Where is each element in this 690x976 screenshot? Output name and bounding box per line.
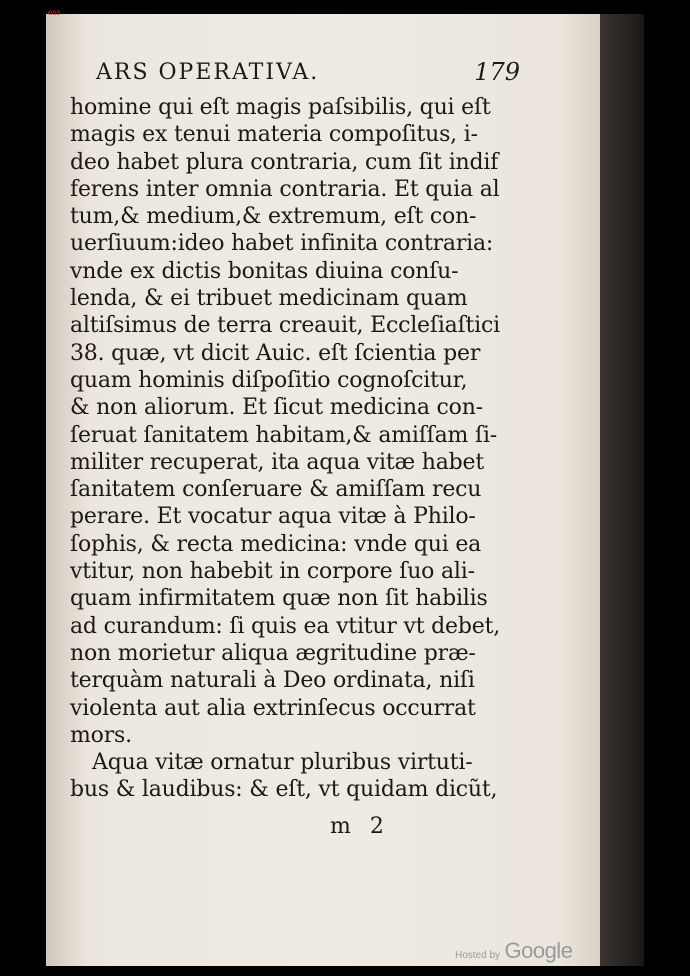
text-line: & non aliorum. Et ſicut medicina con- (70, 395, 483, 421)
text-line: vnde ex dictis bonitas diuina conſu- (70, 258, 459, 284)
text-line: quam infirmitatem quæ non ſit habilis (70, 586, 488, 612)
text-line: deo habet plura contraria, cum ſit indif (70, 149, 499, 175)
text-line: altiſsimus de terra creauit, Eccleſiaſtici (70, 313, 500, 339)
text-line: terquàm naturali à Deo ordinata, niſi (70, 668, 475, 694)
text-line: vtitur, non habebit in corpore ſuo ali- (70, 559, 475, 585)
text-line: non morietur aliqua ægritudine præ- (70, 640, 476, 666)
text-line: perare. Et vocatur aqua vitæ à Philo- (70, 504, 476, 530)
text-line: tum,& medium,& extremum, eſt con- (70, 204, 477, 230)
text-line: militer recuperat, ita aqua vitæ habet (70, 449, 484, 475)
hosted-by-watermark (455, 938, 572, 964)
text-line: magis ex tenui materia compoſitus, i- (70, 122, 478, 148)
text-line: ſanitatem conſeruare & amiſſam recu (70, 477, 482, 503)
text-line: ferens inter omnia contraria. Et quia al (70, 176, 500, 202)
text-line: 38. quæ, vt dicit Auic. eſt ſcientia per (70, 340, 481, 366)
page-number: 179 (474, 58, 520, 86)
signature-mark: m 2 (330, 814, 390, 839)
text-line: ad curandum: ſi quis ea vtitur vt debet, (70, 613, 501, 639)
text-line: ſophis, & recta medicina: vnde qui ea (70, 531, 482, 557)
text-line: ſeruat ſanitatem habitam,& amiſſam ſi- (70, 422, 498, 448)
hosted-by-label: Hosted by (455, 950, 501, 961)
running-head (96, 60, 520, 96)
running-title: ARS OPERATIVA. (96, 60, 320, 85)
text-line: homine qui eſt magis paſsibilis, qui eſt (70, 95, 491, 120)
body-text (70, 94, 501, 804)
text-line: violenta aut alia extrinſecus occurrat (70, 695, 476, 721)
text-line: lenda, & ei tribuet medicinam quam (70, 286, 468, 312)
book-gutter (600, 14, 644, 966)
text-line: uerſiuum:ideo habet infinita contraria: (70, 231, 494, 257)
text-line: mors. (70, 722, 132, 748)
paragraph-start-line: Aqua vitæ ornatur pluribus virtuti- (92, 750, 473, 776)
text-line: bus & laudibus: & eſt, vt quidam dicũt, (70, 777, 498, 803)
corner-mark: ess (48, 8, 61, 17)
google-logo: Google (504, 938, 573, 963)
text-line: quam hominis diſpoſitio cognoſcitur, (70, 367, 468, 393)
